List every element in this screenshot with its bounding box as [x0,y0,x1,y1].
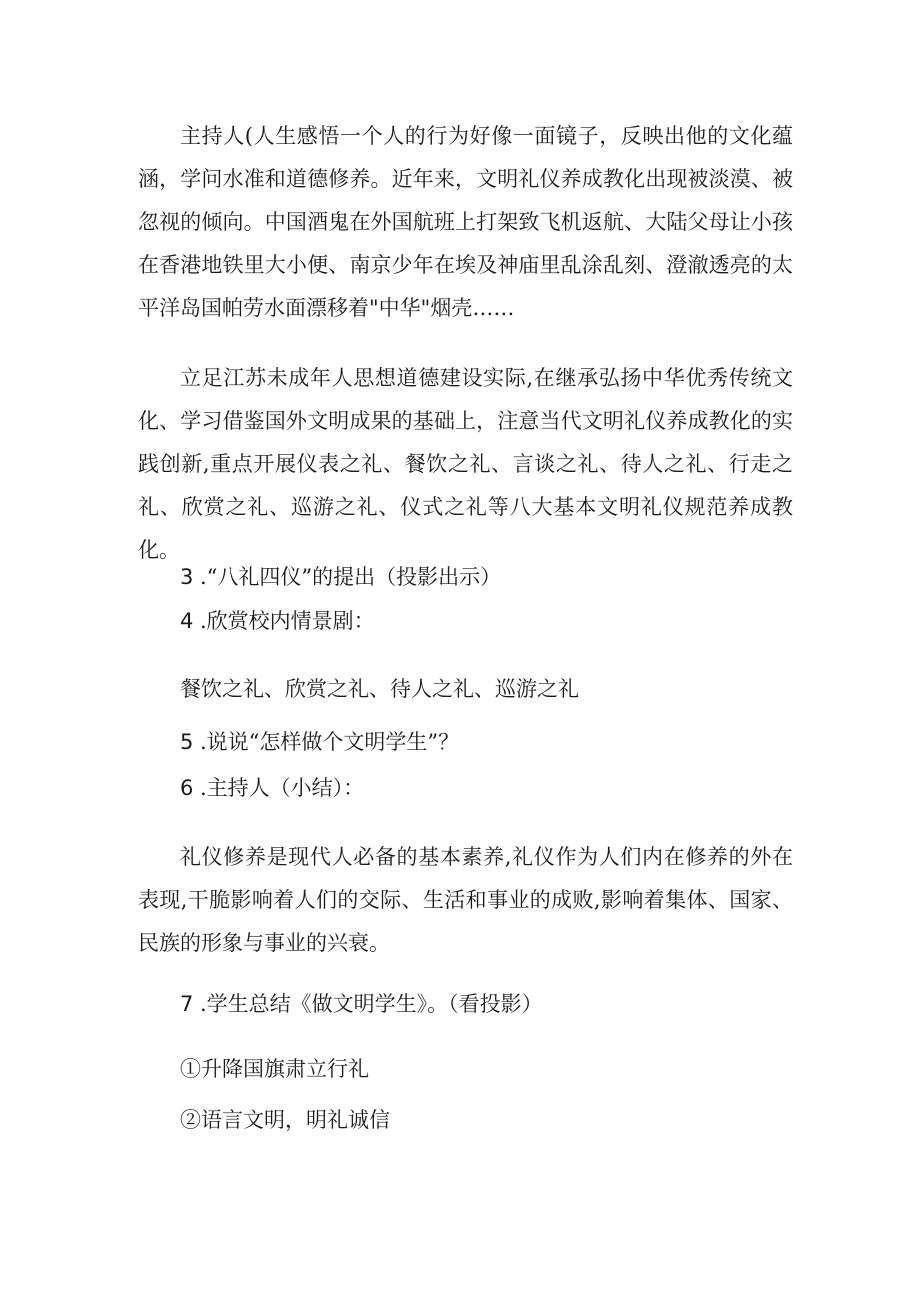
circled-item-2: ②语言文明，明礼诚信 [180,1108,390,1132]
paragraph-summary: 礼仪修养是现代人必备的基本素养,礼仪作为人们内在修养的外在表现,干脆影响着人们的交际、生活和事业的成败,影响着集体、国家、民族的形象与事业的兴衰。 [138,845,793,955]
list-item-6-number: 6 [180,776,194,800]
list-item-6 [180,773,364,803]
list-item-3-text: .“八礼四仪”的提出（投影出示） [200,565,502,589]
list-item-3 [180,562,501,592]
list-item-5 [180,727,459,757]
list-item-7-number: 7 [180,992,194,1016]
list-item-4-text: .欣赏校内情景剧： [200,609,375,633]
circled-item-1: ①升降国旗肃立行礼 [180,1057,369,1081]
list-item-6-text: .主持人（小结）： [200,776,365,800]
list-item-4-detail: 餐饮之礼、欣赏之礼、待人之礼、巡游之礼 [180,677,579,701]
paragraph-jiangsu-etiquette: 立足江苏未成年人思想道德建设实际,在继承弘扬中华优秀传统文化、学习借鉴国外文明成果的基础上，注意当代文明礼仪养成教化的实践创新,重点开展仪表之礼、餐饮之礼、言谈之礼、待人之礼、行走之礼、欣赏之礼、巡游之礼、仪式之礼等八大基本文明礼仪规范养成教化。 [138,366,793,562]
paragraph-host-intro: 主持人(人生感悟一个人的行为好像一面镜子，反映出他的文化蕴涵，学问水准和道德修养。近年来，文明礼仪养成教化出现被淡漠、被忽视的倾向。中国酒鬼在外国航班上打架致飞机返航、大陆父母让小孩在香港地铁里大小便、南京少年在埃及神庙里乱涂乱刻、澄澈透亮的太平洋岛国帕劳水面漂移着"中华"烟壳…… [138,124,793,320]
list-item-5-text: .说说“怎样做个文明学生”？ [200,730,460,754]
list-item-4 [180,606,375,636]
list-item-5-number: 5 [180,730,194,754]
list-item-3-number: 3 [180,565,194,589]
list-item-4-number: 4 [180,609,194,633]
list-item-7-text: .学生总结《做文明学生》。（看投影） [200,992,543,1016]
list-item-7 [180,989,543,1019]
